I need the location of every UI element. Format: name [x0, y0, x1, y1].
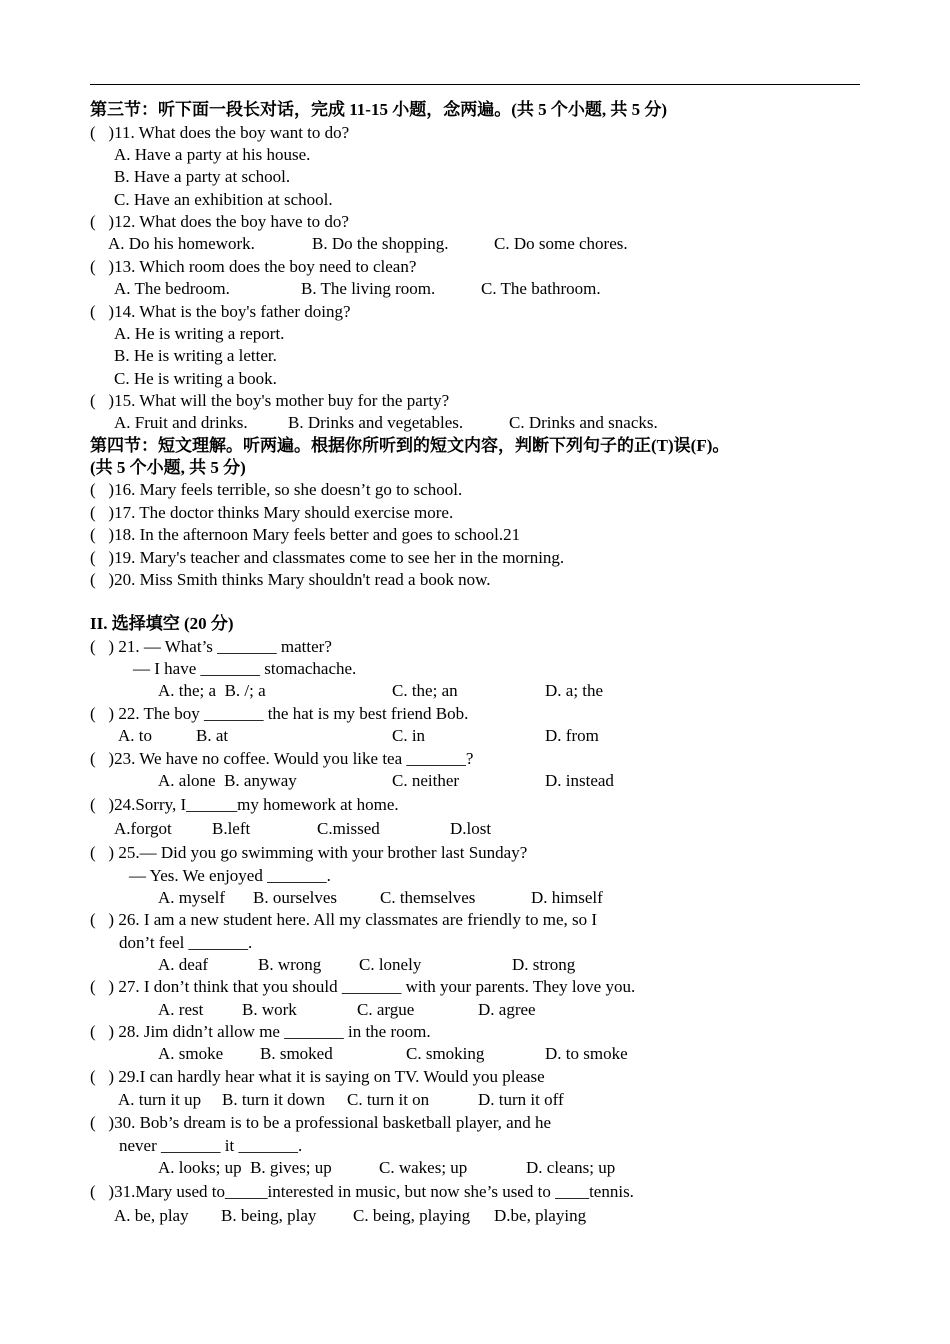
option-31a: A. be, play — [114, 1206, 189, 1225]
question-25-line2: — Yes. We enjoyed _______. — [129, 866, 331, 885]
option-26b: B. wrong — [258, 955, 322, 974]
option-27d: D. agree — [478, 1000, 536, 1019]
question-19: ( )19. Mary's teacher and classmates come to see her in the morning. — [90, 548, 565, 567]
option-25b: B. ourselves — [253, 888, 338, 907]
option-24d: D.lost — [450, 819, 492, 838]
option-21d: D. a; the — [545, 681, 604, 700]
option-26c: C. lonely — [359, 955, 422, 974]
option-22a: A. to — [118, 726, 152, 745]
question-12: ( )12. What does the boy have to do? — [90, 212, 349, 231]
option-31b: B. being, play — [221, 1206, 317, 1225]
question-11: ( )11. What does the boy want to do? — [90, 123, 350, 142]
question-21-line2: — I have _______ stomachache. — [133, 659, 357, 678]
question-27: ( ) 27. I don’t think that you should _______ with your parents. They love you. — [90, 977, 636, 996]
question-15: ( )15. What will the boy's mother buy for the party? — [90, 391, 450, 410]
option-26d: D. strong — [512, 955, 576, 974]
option-29b: B. turn it down — [222, 1090, 325, 1109]
option-13b: B. The living room. — [301, 279, 436, 298]
question-28: ( ) 28. Jim didn’t allow me _______ in the room. — [90, 1022, 431, 1041]
question-26-line2: don’t feel _______. — [119, 933, 253, 952]
option-23c: C. neither — [392, 771, 460, 790]
option-12c: C. Do some chores. — [494, 234, 628, 253]
option-14c: C. He is writing a book. — [114, 369, 277, 388]
option-15a: A. Fruit and drinks. — [114, 413, 248, 432]
question-31: ( )31.Mary used to_____interested in music, but now she’s used to ____tennis. — [90, 1182, 634, 1201]
option-30c: C. wakes; up — [379, 1158, 468, 1177]
question-24: ( )24.Sorry, I______my homework at home. — [90, 795, 399, 814]
option-26a: A. deaf — [158, 955, 209, 974]
option-28d: D. to smoke — [545, 1044, 628, 1063]
question-30-line2: never _______ it _______. — [119, 1136, 303, 1155]
option-28b: B. smoked — [260, 1044, 333, 1063]
option-13c: C. The bathroom. — [481, 279, 601, 298]
option-12a: A. Do his homework. — [108, 234, 255, 253]
option-30d: D. cleans; up — [526, 1158, 616, 1177]
option-27c: C. argue — [357, 1000, 415, 1019]
option-11b: B. Have a party at school. — [114, 167, 291, 186]
option-27a: A. rest — [158, 1000, 204, 1019]
option-24c: C.missed — [317, 819, 380, 838]
option-21c: C. the; an — [392, 681, 458, 700]
section4-heading-score: (共 5 个小题, 共 5 分) — [90, 458, 246, 477]
question-22: ( ) 22. The boy _______ the hat is my best friend Bob. — [90, 704, 469, 723]
question-29: ( ) 29.I can hardly hear what it is saying on TV. Would you please — [90, 1067, 545, 1086]
option-23d: D. instead — [545, 771, 614, 790]
option-25c: C. themselves — [380, 888, 476, 907]
part2-heading: II. 选择填空 (20 分) — [90, 614, 234, 633]
option-25a: A. myself — [158, 888, 226, 907]
option-24b: B.left — [212, 819, 251, 838]
option-12b: B. Do the shopping. — [312, 234, 449, 253]
option-31d: D.be, playing — [494, 1206, 587, 1225]
section4-heading: 第四节：短文理解。听两遍。根据你所听到的短文内容，判断下列句子的正(T)误(F)。 — [90, 436, 730, 455]
option-14b: B. He is writing a letter. — [114, 346, 277, 365]
question-25: ( ) 25.— Did you go swimming with your brother last Sunday? — [90, 843, 528, 862]
option-11a: A. Have a party at his house. — [114, 145, 311, 164]
question-18: ( )18. In the afternoon Mary feels better and goes to school.21 — [90, 525, 521, 544]
option-29c: C. turn it on — [347, 1090, 430, 1109]
question-30: ( )30. Bob’s dream is to be a professional basketball player, and he — [90, 1113, 552, 1132]
question-16: ( )16. Mary feels terrible, so she doesn’t go to school. — [90, 480, 463, 499]
question-13: ( )13. Which room does the boy need to clean? — [90, 257, 417, 276]
option-22d: D. from — [545, 726, 599, 745]
option-31c: C. being, playing — [353, 1206, 471, 1225]
option-13a: A. The bedroom. — [114, 279, 230, 298]
option-27b: B. work — [242, 1000, 297, 1019]
option-28a: A. smoke — [158, 1044, 224, 1063]
option-28c: C. smoking — [406, 1044, 485, 1063]
option-24a: A.forgot — [114, 819, 172, 838]
question-21: ( ) 21. — What’s _______ matter? — [90, 637, 332, 656]
option-23ab: A. alone B. anyway — [158, 771, 297, 790]
header-rule — [90, 84, 860, 85]
section3-heading: 第三节：听下面一段长对话，完成 11-15 小题，念两遍。(共 5 个小题, 共 5 分) — [90, 100, 668, 119]
option-22b: B. at — [196, 726, 229, 745]
option-30ab: A. looks; up B. gives; up — [158, 1158, 332, 1177]
option-25d: D. himself — [531, 888, 603, 907]
option-11c: C. Have an exhibition at school. — [114, 190, 333, 209]
question-20: ( )20. Miss Smith thinks Mary shouldn't read a book now. — [90, 570, 491, 589]
option-21ab: A. the; a B. /; a — [158, 681, 266, 700]
option-29a: A. turn it up — [118, 1090, 202, 1109]
option-15b: B. Drinks and vegetables. — [288, 413, 464, 432]
option-15c: C. Drinks and snacks. — [509, 413, 658, 432]
question-23: ( )23. We have no coffee. Would you like tea _______? — [90, 749, 474, 768]
option-14a: A. He is writing a report. — [114, 324, 285, 343]
option-29d: D. turn it off — [478, 1090, 564, 1109]
question-26: ( ) 26. I am a new student here. All my classmates are friendly to me, so I — [90, 910, 598, 929]
question-17: ( )17. The doctor thinks Mary should exercise more. — [90, 503, 454, 522]
option-22c: C. in — [392, 726, 426, 745]
question-14: ( )14. What is the boy's father doing? — [90, 302, 351, 321]
